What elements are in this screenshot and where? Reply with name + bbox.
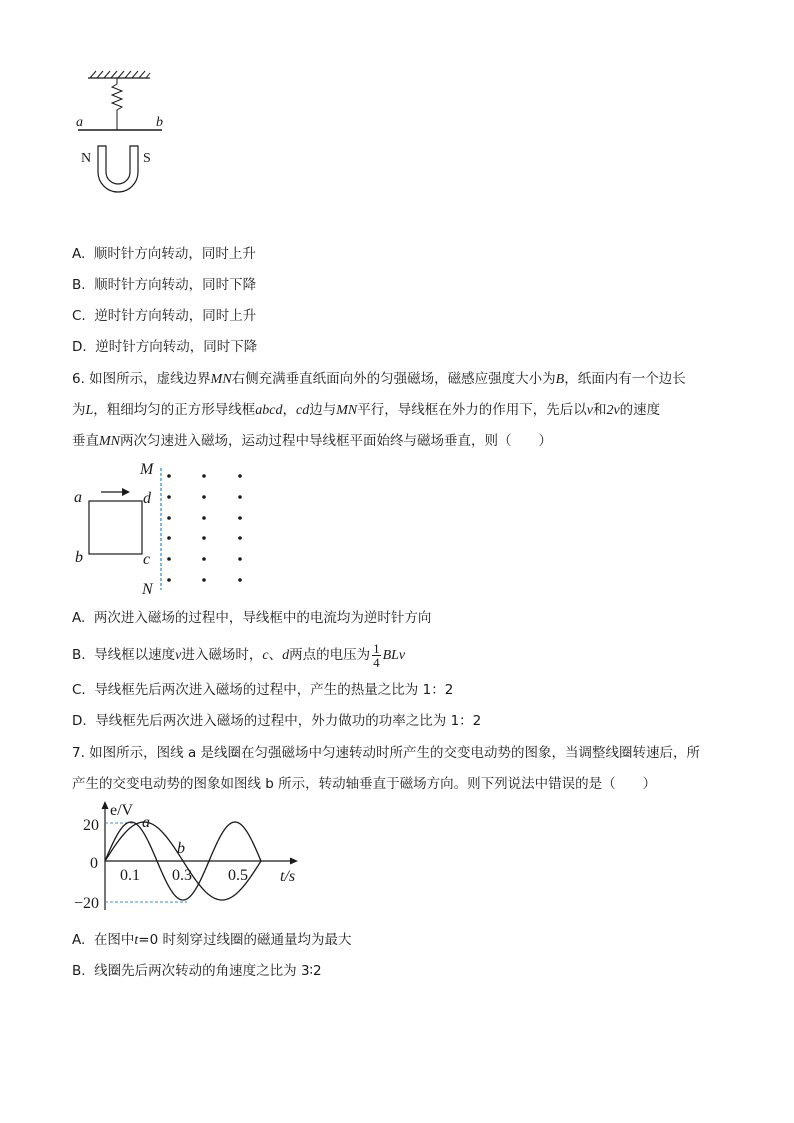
option-text: 顺时针方向转动，同时下降 [94, 277, 257, 293]
option-letter: A. [72, 246, 86, 262]
option-text: 两次进入磁场的过程中，导线框中的电流均为逆时针方向 [93, 610, 432, 626]
var-c: c [262, 648, 269, 663]
q6-text: 平行，导线框在外力的作用下，先后以 [357, 402, 587, 418]
q6-option-a [72, 608, 431, 628]
fraction [372, 642, 381, 669]
option-text: 、 [268, 647, 283, 663]
q6-text: 两次匀速进入磁场，运动过程中导线框平面始终与磁场垂直，则（ ） [120, 433, 552, 449]
option-letter: A. [72, 932, 86, 948]
q5-option-c [72, 306, 256, 326]
q6-var-cd: cd [296, 403, 310, 418]
q6-var-2v: 2v [606, 403, 620, 418]
label-c: c [143, 551, 151, 568]
q6-text: ，粗细均匀的正方形导线框 [93, 402, 256, 418]
q6-text: 6. 如图所示，虚线边界 [72, 371, 211, 387]
option-text: 逆时针方向转动，同时上升 [94, 308, 257, 324]
q6-option-d [72, 711, 481, 731]
x-tick-0-5: 0.5 [228, 867, 248, 884]
q6-text: 右侧充满垂直纸面向外的匀强磁场，磁感应强度大小为 [231, 371, 556, 387]
option-text: 导线框以速度 [94, 647, 176, 663]
q7-stem-line2 [72, 774, 656, 794]
field-dots [167, 474, 242, 582]
y-tick-neg20: −20 [74, 895, 100, 912]
q6-var-abcd: abcd [255, 403, 283, 418]
option-text: 导线框先后两次进入磁场的过程中，产生的热量之比为 1：2 [94, 682, 454, 698]
series-label-b: b [177, 840, 185, 857]
q6-figure-svg [70, 458, 260, 600]
y-axis-arrow [102, 801, 109, 809]
q6-var-v: v [586, 403, 593, 418]
fraction-numerator: 1 [373, 640, 380, 656]
x-axis-arrow [290, 858, 298, 865]
q6-stem-line2 [72, 400, 660, 421]
var-v: v [175, 648, 182, 663]
x-tick-0-3: 0.3 [172, 867, 192, 884]
y-tick-20: 20 [83, 817, 99, 834]
x-tick-0-1: 0.1 [120, 867, 140, 884]
option-text: 两点的电压为 [289, 647, 371, 663]
option-text: 逆时针方向转动，同时下降 [95, 339, 258, 355]
u-magnet [98, 146, 138, 192]
option-text: =0 时刻穿过线圈的磁通量均为最大 [138, 932, 352, 948]
ceiling-hatch [90, 71, 150, 78]
option-text: 线圈先后两次转动的角速度之比为 3∶2 [94, 963, 322, 979]
label-n: N [142, 581, 153, 598]
q6-text: ，纸面内有一个边长 [564, 371, 686, 387]
option-text: 在图中 [93, 932, 135, 948]
option-letter: B. [72, 647, 86, 663]
q7-text: 7. 如图所示，图线 a 是线圈在匀强磁场中匀速转动时所产生的交变电动势的图象，当调整线圈转速后，所 [72, 745, 701, 761]
q5-figure [70, 68, 170, 198]
option-letter: B. [72, 277, 86, 293]
arrow-head [122, 488, 130, 496]
q6-text: 为 [72, 402, 86, 418]
y-tick-0: 0 [90, 855, 98, 872]
q6-option-b [72, 640, 405, 670]
q6-var-mn: MN [210, 372, 232, 387]
option-text: 进入磁场时， [181, 647, 263, 663]
label-d: d [143, 490, 151, 507]
label-b: b [75, 549, 83, 566]
q6-var-mn: MN [99, 434, 120, 449]
q6-option-c [72, 680, 453, 700]
q6-figure [70, 458, 260, 600]
q5-figure-svg [70, 68, 170, 198]
q7-option-b [72, 961, 322, 981]
q6-text: 垂直 [72, 433, 99, 449]
var-d: d [282, 648, 290, 663]
q5-option-a [72, 244, 256, 264]
option-letter: A. [72, 610, 86, 626]
q6-var-mn: MN [336, 403, 358, 418]
q7-chart-svg [72, 798, 312, 918]
q5-option-b [72, 275, 256, 295]
x-axis-label: t/s [280, 868, 296, 885]
q5-option-d [72, 337, 257, 357]
wire-frame [89, 501, 142, 554]
q6-var-l: L [85, 403, 94, 418]
label-n: N [81, 151, 92, 166]
fraction-denominator: 4 [373, 654, 380, 670]
var-blv: BLv [382, 648, 406, 663]
q6-var-b: B [555, 372, 565, 387]
q6-text: ， [282, 402, 297, 418]
option-letter: C. [72, 682, 86, 698]
q6-text: 边与 [309, 402, 337, 418]
label-b: b [156, 115, 163, 130]
option-text: 导线框先后两次进入磁场的过程中，外力做功的功率之比为 1：2 [95, 713, 482, 729]
option-letter: D. [72, 339, 87, 355]
q7-text: 产生的交变电动势的图象如图线 b 所示，转动轴垂直于磁场方向。则下列说法中错误的是（ ） [72, 776, 657, 792]
q7-stem-line1 [72, 743, 700, 763]
q6-text: 的速度 [619, 402, 661, 418]
q6-stem-line1 [72, 369, 686, 390]
option-letter: C. [72, 308, 86, 324]
series-label-a: a [142, 814, 150, 831]
option-letter: B. [72, 963, 86, 979]
option-letter: D. [72, 713, 87, 729]
q7-option-a [72, 930, 351, 951]
label-a: a [74, 489, 82, 506]
label-s: S [143, 151, 151, 166]
spring [112, 78, 122, 130]
q6-stem-line3 [72, 431, 552, 452]
label-m: M [140, 461, 154, 478]
var-t: t [134, 933, 139, 948]
q7-chart [72, 798, 312, 918]
y-axis-label: e/V [110, 802, 134, 819]
label-a: a [76, 115, 83, 130]
q6-text: 和 [592, 402, 607, 418]
option-text: 顺时针方向转动，同时上升 [93, 246, 256, 262]
